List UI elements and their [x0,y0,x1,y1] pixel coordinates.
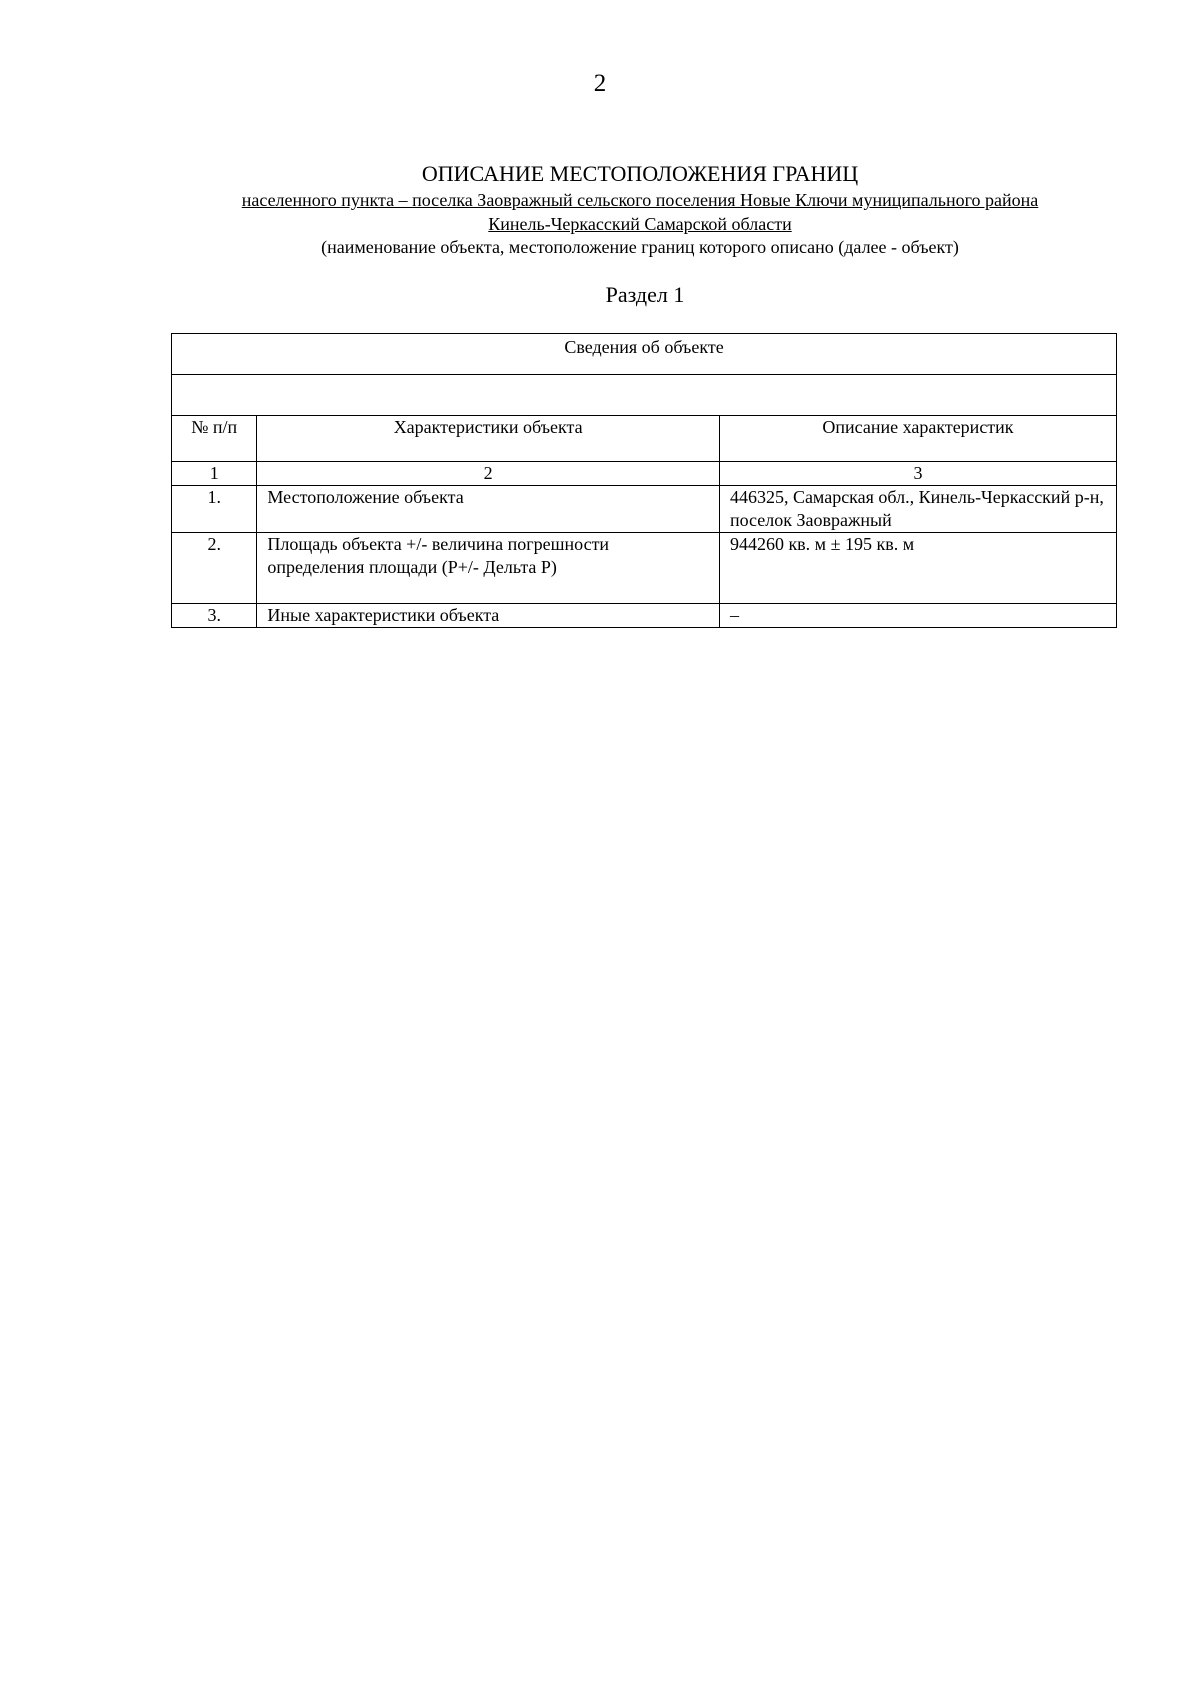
column-number-1: 1 [172,462,257,486]
row-description: 944260 кв. м ± 195 кв. м [719,533,1116,604]
column-header-description: Описание характеристик [719,416,1116,462]
table-row [172,486,1117,533]
row-characteristic: Местоположение объекта [257,486,720,533]
row-num: 3. [172,604,257,628]
empty-cell [172,375,1117,416]
column-number-2: 2 [257,462,720,486]
table-row [172,604,1117,628]
table-header-row [172,334,1117,375]
row-characteristic: Площадь объекта +/- величина погрешности определения площади (Р+/- Дельта Р) [257,533,720,604]
row-characteristic: Иные характеристики объекта [257,604,720,628]
object-name-line-2: Кинель-Черкасский Самарской области [488,214,792,234]
object-info-table [171,333,1117,628]
table-column-numbers [172,462,1117,486]
row-description: 446325, Самарская обл., Кинель-Черкасский р-н, поселок Заовражный [719,486,1116,533]
table-row [172,533,1117,604]
column-header-characteristics: Характеристики объекта [257,416,720,462]
row-description: – [719,604,1116,628]
title-block [150,160,1130,259]
object-caption: (наименование объекта, местоположение границ которого описано (далее - объект) [321,237,959,257]
section-title: Раздел 1 [605,282,685,307]
column-number-3: 3 [719,462,1116,486]
page-number: 2 [593,70,607,97]
document-title: ОПИСАНИЕ МЕСТОПОЛОЖЕНИЯ ГРАНИЦ [421,161,859,186]
table-column-headers [172,416,1117,462]
row-num: 1. [172,486,257,533]
object-name-line-1: населенного пункта – поселка Заовражный сельского поселения Новые Ключи муниципального района [241,190,1039,210]
table-empty-row [172,375,1117,416]
column-header-num: № п/п [172,416,257,462]
row-num: 2. [172,533,257,604]
table-header: Сведения об объекте [172,334,1117,375]
